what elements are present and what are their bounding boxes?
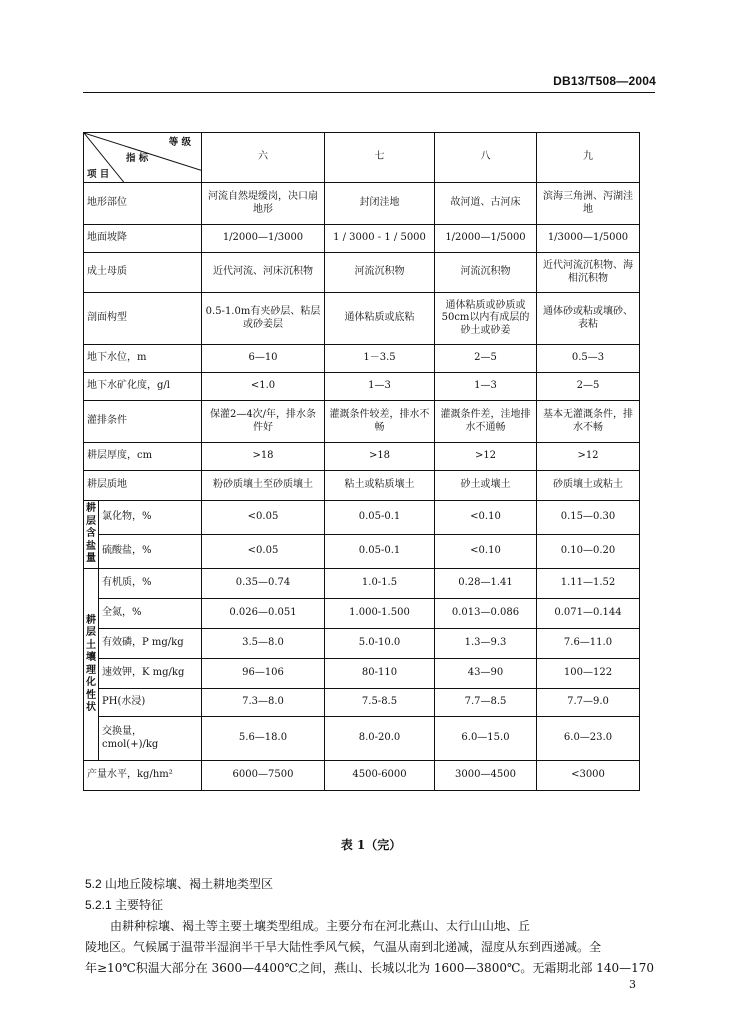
- column-header: 八: [435, 133, 537, 183]
- table-cell: 7.3—8.0: [202, 689, 325, 717]
- table-cell: <0.05: [202, 535, 325, 569]
- row-label: 地形部位: [84, 183, 202, 225]
- table-cell: 7.7—8.5: [435, 689, 537, 717]
- group-label-char: 耕: [86, 614, 96, 626]
- table-cell: 1.11—1.52: [537, 569, 640, 599]
- table-cell: 粉砂质壤土至砂质壤土: [202, 471, 325, 501]
- doc-code: DB13/T508—2004: [553, 74, 656, 88]
- corner-indicator-label: 指 标: [126, 153, 149, 164]
- column-header: 九: [537, 133, 640, 183]
- paragraph-line: 年≥10℃积温大部分在 3600—4400℃之间，燕山、长城以北为 1600—3800℃。无霜期北部 140—170: [85, 961, 655, 975]
- row-label: 有机质，%: [99, 569, 202, 599]
- table-cell: 100—122: [537, 659, 640, 689]
- table-row: [84, 761, 640, 791]
- table-cell: 封闭洼地: [325, 183, 435, 225]
- group-label-char: 量: [86, 553, 96, 565]
- table-cell: 96—106: [202, 659, 325, 689]
- table-cell: 43—90: [435, 659, 537, 689]
- table-cell: >12: [435, 443, 537, 471]
- table-cell: 通体砂或粘或壤砂、表粘: [537, 293, 640, 345]
- table-row: [84, 401, 640, 443]
- group-label-char: 理: [86, 664, 96, 676]
- row-label: 硫酸盐，%: [99, 535, 202, 569]
- row-label: 交换量，cmol(+)/kg: [99, 717, 202, 761]
- table-cell: 基本无灌溉条件，排水不畅: [537, 401, 640, 443]
- table-cell: 近代河流、河床沉积物: [202, 253, 325, 293]
- table-cell: 1/3000—1/5000: [537, 225, 640, 253]
- table-cell: 1.0-1.5: [325, 569, 435, 599]
- table-cell: 0.5-1.0m有夹砂层、粘层或砂姜层: [202, 293, 325, 345]
- table-cell: 1－3.5: [325, 345, 435, 373]
- table-row: [84, 689, 640, 717]
- table-cell: 1—3: [325, 373, 435, 401]
- row-label: 地下水位，m: [84, 345, 202, 373]
- table-cell: 河流沉积物: [325, 253, 435, 293]
- table-row: [84, 599, 640, 629]
- corner-grade-label: 等 级: [168, 137, 191, 148]
- table-cell: 灌溉条件较差，排水不畅: [325, 401, 435, 443]
- group-label-char: 盐: [86, 540, 96, 552]
- table-row: [84, 345, 640, 373]
- table-cell: 80-110: [325, 659, 435, 689]
- table-cell: >18: [325, 443, 435, 471]
- row-label: 地面坡降: [84, 225, 202, 253]
- table-cell: 2—5: [435, 345, 537, 373]
- table-row: [84, 443, 640, 471]
- row-label: 有效磷，P mg/kg: [99, 629, 202, 659]
- group-label: [84, 501, 99, 569]
- table-cell: 7.6—11.0: [537, 629, 640, 659]
- row-label: 成土母质: [84, 253, 202, 293]
- table-row: [84, 183, 640, 225]
- table-cell: 通体粘质或底粘: [325, 293, 435, 345]
- table-row: [84, 629, 640, 659]
- row-label: PH(水浸): [99, 689, 202, 717]
- table-cell: <3000: [537, 761, 640, 791]
- table-row: [84, 373, 640, 401]
- table-cell: 5.0-10.0: [325, 629, 435, 659]
- group-label-char: 层: [86, 627, 96, 638]
- group-label-char: 状: [86, 702, 96, 713]
- group-label-char: 性: [86, 689, 96, 701]
- group-label-char: 壤: [86, 652, 96, 663]
- table-caption: 表 1（完）: [340, 838, 402, 852]
- page-number: 3: [629, 978, 636, 991]
- soil-grade-table: [83, 132, 640, 791]
- table-cell: <1.0: [202, 373, 325, 401]
- table-cell: 6.0—23.0: [537, 717, 640, 761]
- table-row: [84, 659, 640, 689]
- table-cell: 6—10: [202, 345, 325, 373]
- table-cell: 0.026—0.051: [202, 599, 325, 629]
- table-row: [84, 471, 640, 501]
- paragraph-line: 由耕种棕壤、褐土等主要土壤类型组成。主要分布在河北燕山、太行山山地、丘: [110, 919, 531, 933]
- group-label: [84, 569, 99, 761]
- table-cell: 河流自然堤缓岗，决口扇地形: [202, 183, 325, 225]
- header-rule: [83, 92, 655, 93]
- table-cell: 0.071—0.144: [537, 599, 640, 629]
- table-row: [84, 569, 640, 599]
- table-row: [84, 717, 640, 761]
- column-header: 六: [202, 133, 325, 183]
- table-cell: 3000—4500: [435, 761, 537, 791]
- table-cell: 故河道、古河床: [435, 183, 537, 225]
- table-cell: 6000—7500: [202, 761, 325, 791]
- table-cell: 1—3: [435, 373, 537, 401]
- table-row: [84, 293, 640, 345]
- table-cell: 砂质壤土或粘土: [537, 471, 640, 501]
- table-cell: 0.5—3: [537, 345, 640, 373]
- table-row: [84, 225, 640, 253]
- table-cell: 滨海三角洲、泻湖洼地: [537, 183, 640, 225]
- table-row: [84, 535, 640, 569]
- table-cell: 5.6—18.0: [202, 717, 325, 761]
- table-cell: 0.28—1.41: [435, 569, 537, 599]
- row-label: 氯化物，%: [99, 501, 202, 535]
- table-cell: 河流沉积物: [435, 253, 537, 293]
- subsection-heading: 5.2.1 主要特征: [85, 898, 164, 912]
- table-cell: 0.15—0.30: [537, 501, 640, 535]
- table-cell: 2—5: [537, 373, 640, 401]
- group-label-char: 含: [86, 528, 96, 540]
- table-cell: <0.10: [435, 535, 537, 569]
- table-cell: <0.05: [202, 501, 325, 535]
- table-corner-cell: [84, 133, 202, 183]
- table-cell: 1/2000—1/3000: [202, 225, 325, 253]
- table-cell: 0.10—0.20: [537, 535, 640, 569]
- table-cell: >12: [537, 443, 640, 471]
- group-label-char: 化: [86, 677, 96, 688]
- group-label-char: 土: [86, 639, 96, 651]
- table-header-row: [84, 133, 640, 183]
- paragraph-line: 陵地区。气候属于温带半湿润半干旱大陆性季风气候，气温从南到北递减，湿度从东到西递减。全: [85, 940, 602, 954]
- table-cell: 0.35—0.74: [202, 569, 325, 599]
- table-cell: 0.05-0.1: [325, 535, 435, 569]
- row-label: 剖面构型: [84, 293, 202, 345]
- table-cell: 近代河流沉积物、海相沉积物: [537, 253, 640, 293]
- table-cell: <0.10: [435, 501, 537, 535]
- table-cell: 7.5-8.5: [325, 689, 435, 717]
- table-cell: 粘土或粘质壤土: [325, 471, 435, 501]
- row-label: 产量水平，kg/hm²: [84, 761, 202, 791]
- row-label: 耕层厚度，cm: [84, 443, 202, 471]
- table-cell: 通体粘质或砂质或50cm以内有成层的砂土或砂姜: [435, 293, 537, 345]
- table-cell: >18: [202, 443, 325, 471]
- table-cell: 4500-6000: [325, 761, 435, 791]
- table-cell: 0.013—0.086: [435, 599, 537, 629]
- table-cell: 1.3—9.3: [435, 629, 537, 659]
- group-label-char: 层: [86, 515, 96, 527]
- row-label: 速效钾，K mg/kg: [99, 659, 202, 689]
- row-label: 全氮，%: [99, 599, 202, 629]
- table-cell: 砂土或壤土: [435, 471, 537, 501]
- section-heading: 5.2 山地丘陵棕壤、褐土耕地类型区: [85, 877, 274, 891]
- table-row: [84, 253, 640, 293]
- column-header: 七: [325, 133, 435, 183]
- table-cell: 1.000-1.500: [325, 599, 435, 629]
- table-cell: 保灌2—4次/年，排水条件好: [202, 401, 325, 443]
- table-row: [84, 501, 640, 535]
- table-cell: 6.0—15.0: [435, 717, 537, 761]
- row-label: 耕层质地: [84, 471, 202, 501]
- table-cell: 3.5—8.0: [202, 629, 325, 659]
- table-cell: 8.0-20.0: [325, 717, 435, 761]
- corner-item-label: 项 目: [87, 169, 110, 180]
- row-label: 灌排条件: [84, 401, 202, 443]
- table-cell: 1 / 3000 - 1 / 5000: [325, 225, 435, 253]
- table-cell: 1/2000—1/5000: [435, 225, 537, 253]
- group-label-char: 耕: [86, 503, 96, 515]
- table-cell: 7.7—9.0: [537, 689, 640, 717]
- row-label: 地下水矿化度，g/l: [84, 373, 202, 401]
- table-cell: 0.05-0.1: [325, 501, 435, 535]
- table-cell: 灌溉条件差，洼地排水不通畅: [435, 401, 537, 443]
